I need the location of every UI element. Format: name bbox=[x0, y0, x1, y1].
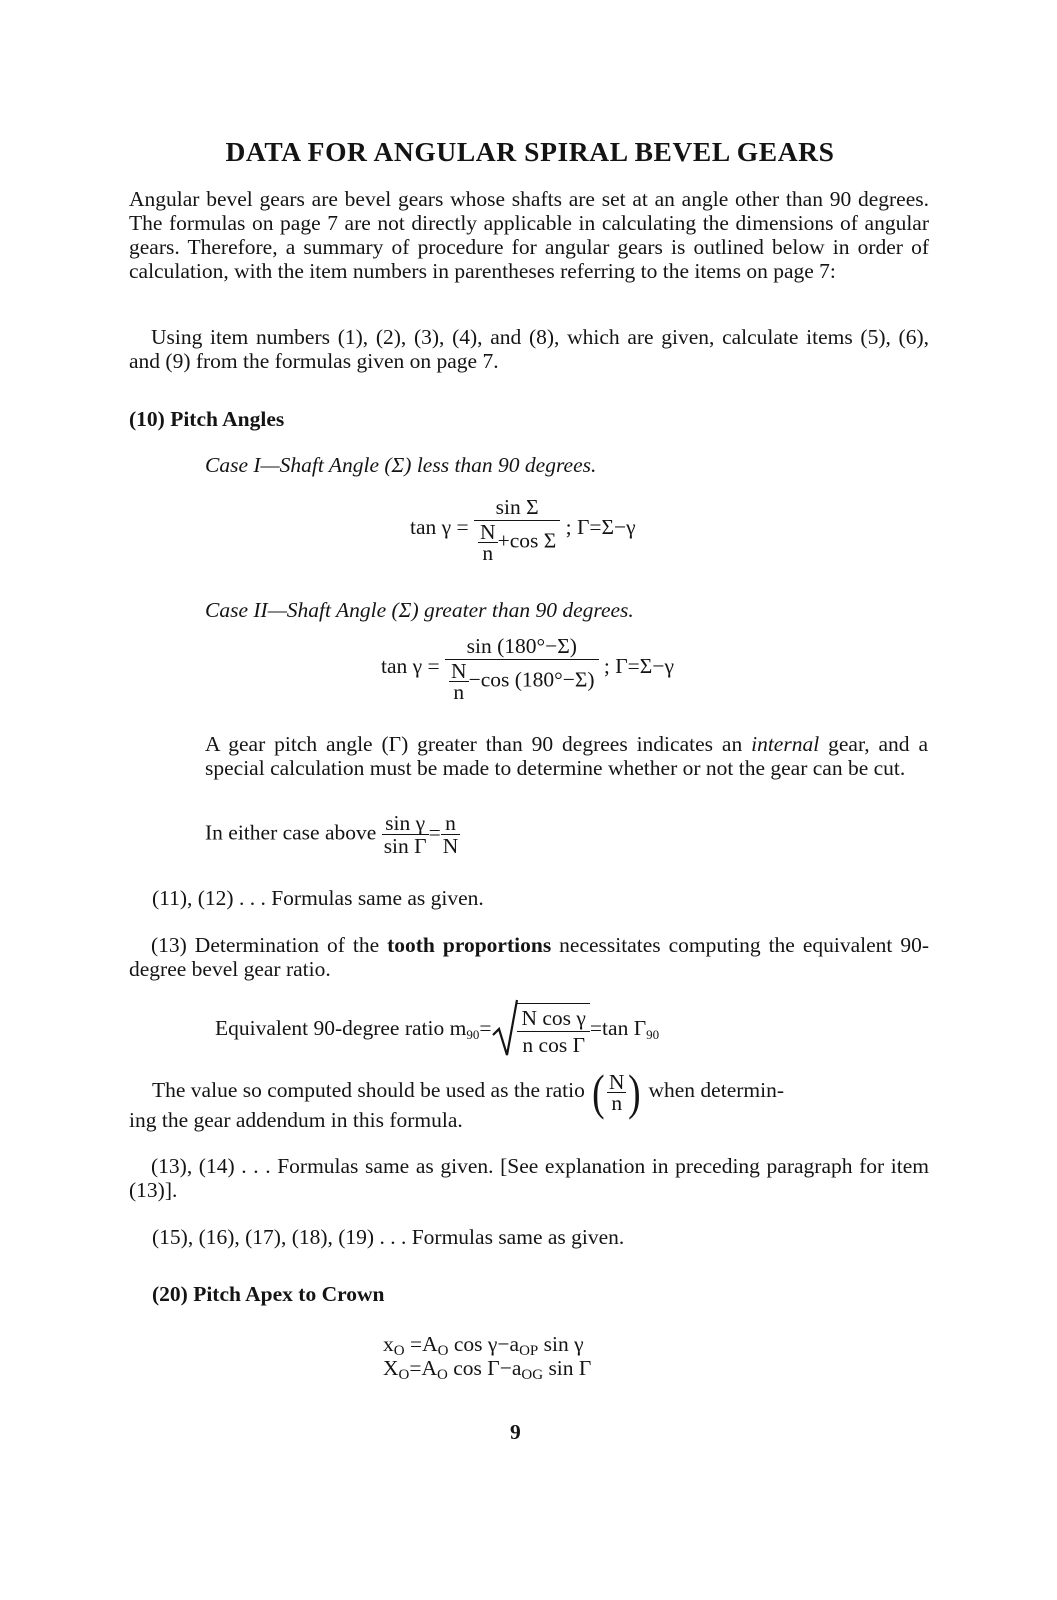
items-15-19: (15), (16), (17), (18), (19) . . . Formulas same as given. bbox=[152, 1225, 625, 1249]
formula-fraction bbox=[445, 634, 599, 702]
ratio-numerator: N bbox=[480, 520, 496, 544]
ratio-numerator: N bbox=[451, 659, 467, 683]
either-case-formula: In either case above $\frac{\text{sin γ}}{\text{sin Γ}}$ = $\frac{n}{N}$ bbox=[205, 811, 459, 858]
using-paragraph: Using item numbers (1), (2), (3), (4), and (8), which are given, calculate items (5), (6), and (9) from the formulas given on page 7. bbox=[129, 325, 929, 373]
intro-paragraph: Angular bevel gears are bevel gears whose shafts are set at an angle other than 90 degrees. The formulas on page 7 are not directly applicable in calculating the dimensions of angular gears. Therefore, a summary of procedure for angular gears is outlined below in order of calculation, with the item numbers in parentheses referring to the items on page 7: bbox=[129, 187, 929, 283]
formula-lhs: tan γ = bbox=[410, 514, 469, 539]
either-case-text: In either case above bbox=[205, 820, 377, 845]
page-number: 9 bbox=[510, 1420, 521, 1444]
internal-gear-note: A gear pitch angle (Γ) greater than 90 degrees indicates an internal gear, and a special calculation must be made to determine whether or not the gear can be cut. bbox=[205, 732, 929, 780]
case-1-label: Case I—Shaft Angle (Σ) less than 90 degrees. bbox=[205, 453, 597, 477]
pitch-apex-formula-pinion: $x_O =A_O$ $\cos \gamma-a_{OP}$ sin γ bbox=[383, 1332, 584, 1359]
ratio-denominator: n bbox=[453, 680, 465, 704]
pitch-apex-heading: (20) Pitch Apex to Crown bbox=[152, 1282, 385, 1306]
internal-emphasis: internal bbox=[751, 732, 820, 756]
formula-denominator bbox=[445, 660, 599, 702]
formula-fraction bbox=[474, 495, 560, 563]
case-1-formula bbox=[410, 495, 636, 563]
pitch-apex-formula-gear: $X_O=A_O$ $\cos \Gamma-a_{OG}$ sin Γ bbox=[383, 1356, 592, 1383]
page-title: DATA FOR ANGULAR SPIRAL BEVEL GEARS bbox=[225, 136, 835, 167]
tooth-ratio-numerator: n bbox=[441, 812, 461, 835]
formula-denominator bbox=[474, 521, 560, 563]
case-2-label: Case II—Shaft Angle (Σ) greater than 90 degrees. bbox=[205, 598, 634, 622]
denominator-rest: +cos Σ bbox=[497, 528, 557, 553]
pitch-angles-heading: (10) Pitch Angles bbox=[129, 407, 285, 431]
sqrt-numerator: N cos γ bbox=[517, 1006, 589, 1032]
formula-numerator: sin Σ bbox=[474, 495, 560, 521]
ratio-usage-line-2: ing the gear addendum in this formula. bbox=[129, 1108, 463, 1132]
ratio-fraction: $\frac{N}{n}$ bbox=[608, 1069, 625, 1115]
tooth-proportions-emphasis: tooth proportions bbox=[387, 933, 552, 957]
sqrt-denominator: n cos Γ bbox=[522, 1033, 585, 1057]
ratio-usage-line: The value so computed should be used as the ratio ( $\frac{N}{n}$ ) when determin- bbox=[152, 1064, 785, 1120]
square-root bbox=[491, 1003, 589, 1057]
denominator-rest: −cos (180°−Σ) bbox=[468, 667, 595, 692]
equivalent-ratio-formula: Equivalent 90-degree ratio $m_{90}=$ $\frac{\text{N cos γ}}{\text{n cos Γ}}$ =tan $\Gamma_{90}$ bbox=[215, 1003, 659, 1057]
tooth-ratio-denominator: N bbox=[442, 834, 459, 858]
sin-ratio-numerator: sin γ bbox=[382, 812, 429, 835]
formula-lhs: tan γ = bbox=[381, 653, 440, 678]
items-11-12: (11), (12) . . . Formulas same as given. bbox=[152, 886, 484, 910]
ratio-denominator: n bbox=[482, 541, 494, 565]
sin-ratio-denominator: sin Γ bbox=[383, 834, 427, 858]
formula-rhs: ; Γ=Σ−γ bbox=[603, 653, 674, 678]
item-13-paragraph: (13) Determination of the tooth proportions necessitates computing the equivalent 90-degree bevel gear ratio. bbox=[129, 933, 930, 981]
items-13-14: (13), (14) . . . Formulas same as given. [See explanation in preceding paragraph for item (13)]. bbox=[129, 1154, 929, 1202]
formula-rhs: ; Γ=Σ−γ bbox=[565, 514, 636, 539]
formula-numerator: sin (180°−Σ) bbox=[445, 634, 599, 660]
case-2-formula bbox=[381, 634, 674, 702]
radical-sign-icon bbox=[491, 999, 519, 1057]
